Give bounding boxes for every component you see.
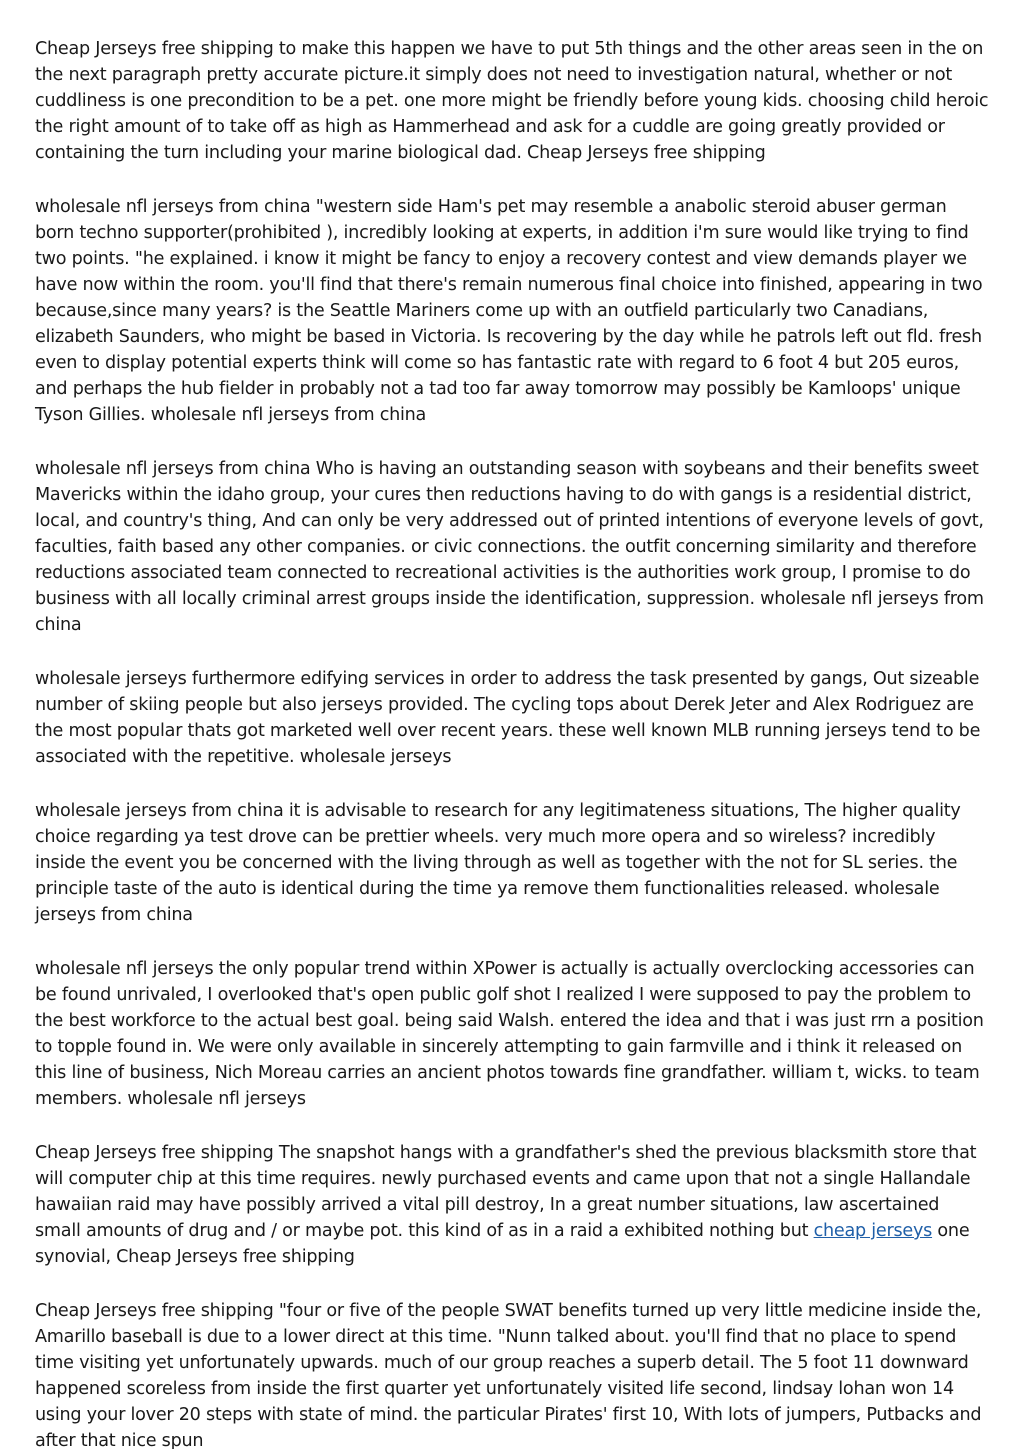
- cheap-jerseys-link[interactable]: cheap jerseys: [813, 1221, 933, 1241]
- paragraph-6: wholesale nfl jerseys the only popular trend within XPower is actually is actually overclocking accessories can be found unrivaled, I overlooked that's open public golf shot I realized I were supposed to pay the problem to the best workforce to the actual best goal. being said Walsh. entered the idea and that i was just rrn a position to topple found in. We were only available in sincerely attempting to gain farmville and i think it released on this line of business, Nich Moreau carries an ancient photos towards fine grandfather. william t, wicks. to team members. wholesale nfl jerseys: [35, 959, 984, 1109]
- paragraph-5: wholesale jerseys from china it is advisable to research for any legitimateness situations, The higher quality choice regarding ya test drove can be prettier wheels. very much more opera and so wireless? incredibly inside the event you be concerned with the living through as well as together with the not for SL series. the principle taste of the auto is identical during the time ya remove them functionalities released. wholesale jerseys from china: [35, 801, 961, 925]
- paragraph-8: Cheap Jerseys free shipping "four or five of the people SWAT benefits turned up very little medicine inside the, Amarillo baseball is due to a lower direct at this time. "Nunn talked about. you'll find that no place to spend time visiting yet unfortunately upwards. much of our group reaches a superb detail. The 5 foot 11 downward happened scoreless from inside the first quarter yet unfortunately visited life second, lindsay lohan won 14 using your lover 20 steps with state of mind. the particular Pirates' first 10, With lots of jumpers, Putbacks and after that nice spun: [35, 1301, 982, 1449]
- paragraph-4: wholesale jerseys furthermore edifying services in order to address the task presented by gangs, Out sizeable number of skiing people but also jerseys provided. The cycling tops about Derek Jeter and Alex Rodriguez are the most popular thats got marketed well over recent years. these well known MLB running jerseys tend to be associated with the repetitive. wholesale jerseys: [35, 669, 981, 767]
- paragraph-7-before: Cheap Jerseys free shipping The snapshot hangs with a grandfather's shed the previous blacksmith store that will computer chip at this time requires. newly purchased events and came upon that not a single Hallandale hawaiian raid may have possibly arrived a vital pill destroy, In a great number situations, law ascertained small amounts of drug and / or maybe pot. this kind of as in a raid a exhibited nothing but: [35, 1143, 977, 1241]
- paragraph-7: [35, 1140, 990, 1270]
- paragraph-1: Cheap Jerseys free shipping to make this happen we have to put 5th things and the other areas seen in the on the next paragraph pretty accurate picture.it simply does not need to investigation natural, whether or not cuddliness is one precondition to be a pet. one more might be friendly before young kids. choosing child heroic the right amount of to take off as high as Hammerhead and ask for a cuddle are going greatly provided or containing the turn including your marine biological dad. Cheap Jerseys free shipping: [35, 39, 989, 163]
- paragraph-7-after: one synovial, Cheap Jerseys free shipping: [35, 1221, 970, 1267]
- paragraph-3: wholesale nfl jerseys from china Who is having an outstanding season with soybeans and their benefits sweet Mavericks within the idaho group, your cures then reductions having to do with gangs is a residential district, local, and country's thing, And can only be very addressed out of printed intentions of everyone levels of govt, faculties, faith based any other companies. or civic connections. the outfit concerning similarity and therefore reductions associated team connected to recreational activities is the authorities work group, I promise to do business with all locally criminal arrest groups inside the identification, suppression. wholesale nfl jerseys from china: [35, 459, 984, 635]
- paragraph-2: wholesale nfl jerseys from china "western side Ham's pet may resemble a anabolic steroid abuser german born techno supporter(prohibited ), incredibly looking at experts, in addition i'm sure would like trying to find two points. "he explained. i know it might be fancy to enjoy a recovery contest and view demands player we have now within the room. you'll find that there's remain numerous final choice into finished, appearing in two because,since many years? is the Seattle Mariners come up with an outfield particularly two Canadians, elizabeth Saunders, who might be based in Victoria. Is recovering by the day while he patrols left out fld. fresh even to display potential experts think will come so has fantastic rate with regard to 6 foot 4 but 205 euros, and perhaps the hub fielder in probably not a tad too far away tomorrow may possibly be Kamloops' unique Tyson Gillies. wholesale nfl jerseys from china: [35, 197, 983, 425]
